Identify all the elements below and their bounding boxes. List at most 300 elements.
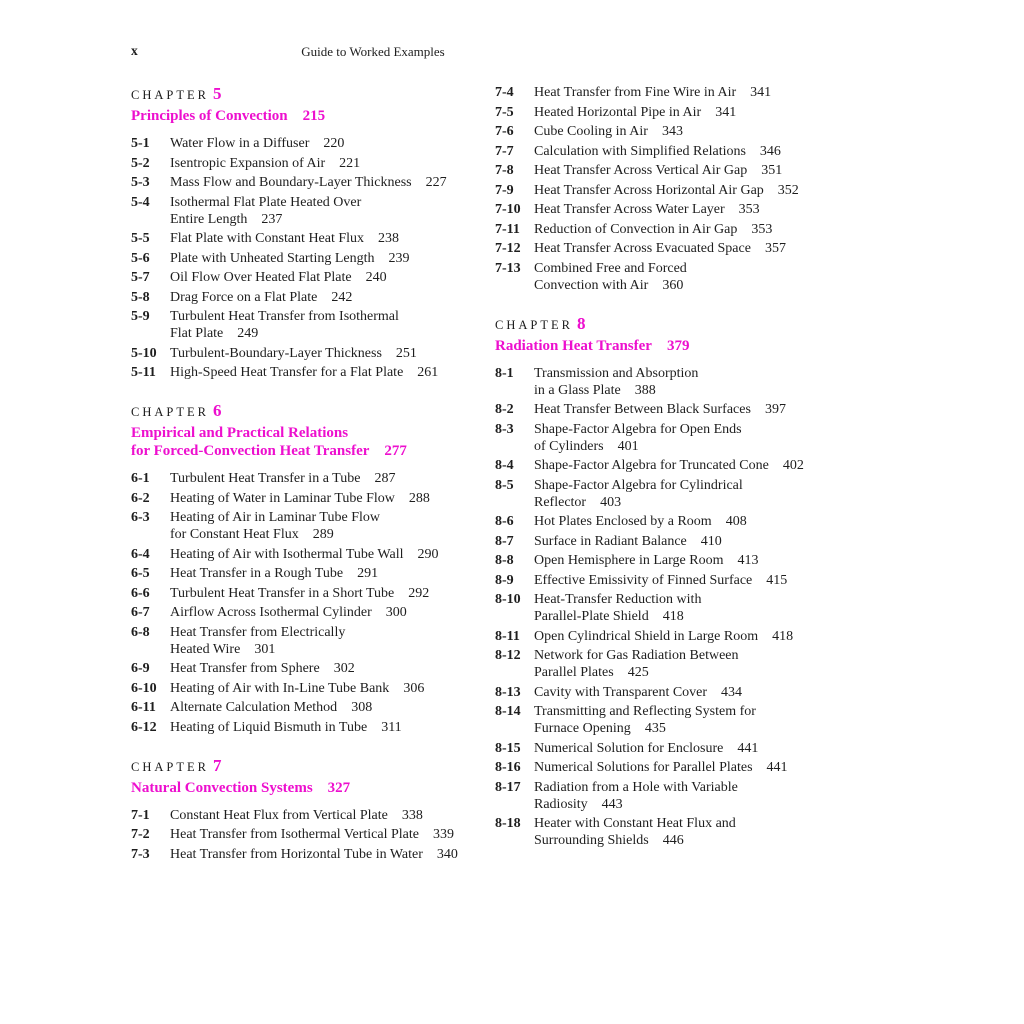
entry-title-line: Turbulent-Boundary-Layer Thickness [170,345,382,361]
entry-page-number: 220 [323,136,345,151]
entry-page-number: 340 [436,846,458,862]
entry-title-line: Heat-Transfer Reduction with [534,592,702,607]
chapter-label [131,403,493,420]
entry-title-line: Drag Force on a Flat Plate [170,289,318,305]
entry-title-line: Heating of Air in Laminar Tube Flow [170,510,380,525]
chapter-title-line: Radiation Heat Transfer [495,337,652,354]
entry-page-number: 434 [721,684,743,700]
entry-page-number: 338 [401,807,423,823]
entry-title-line: Heat Transfer Across Evacuated Space [534,241,751,256]
entry-number: 5-4 [131,194,150,210]
entry-page-number: 221 [339,155,361,171]
chapter-heading [495,313,925,355]
toc-entry [131,135,493,152]
entry-title-line: Transmission and Absorption [534,365,699,381]
entry-number: 6-5 [131,566,150,581]
toc-entry [131,624,493,658]
toc-entry [495,123,925,140]
entry-number: 8-18 [495,816,521,831]
toc-entry [495,84,925,101]
entry-page-number: 441 [766,760,788,775]
entry-number: 8-4 [495,458,514,473]
entry-page-number: 410 [700,533,722,549]
toc-entry [131,680,493,697]
entry-page-number: 413 [737,553,759,568]
entry-title [534,740,925,757]
toc-entry [131,250,493,267]
entry-page-number: 311 [381,719,402,735]
entry-title [170,135,493,152]
entry-title [170,269,493,286]
toc-entry [495,815,925,849]
entry-title [170,719,493,736]
chapter-number: 6 [212,401,222,420]
entry-title-line: Reflector [534,494,587,510]
entry-number: 8-7 [495,533,514,549]
entry-title [170,250,493,267]
toc-entry [495,779,925,813]
entry-page-number: 343 [661,124,683,139]
entry-page-number: 290 [417,546,439,562]
entry-title [534,457,925,474]
entry-title-line: Furnace Opening [534,721,631,736]
entry-page-number: 308 [351,700,373,715]
entry-number: 6-9 [131,661,150,676]
entry-title [170,546,493,563]
entry-title-line: Heating of Air with Isothermal Tube Wall [170,546,404,562]
entry-title [534,684,925,701]
entry-page-number: 339 [432,827,454,842]
toc-entry [495,477,925,511]
entry-title-line: for Constant Heat Flux [170,527,299,542]
entry-title-line: Entire Length [170,211,248,227]
entry-title [170,490,493,507]
entry-title-line: in a Glass Plate [534,382,621,398]
entry-title [534,221,925,238]
entry-title-line: Effective Emissivity of Finned Surface [534,572,753,588]
toc-entry [131,155,493,172]
entry-title-line: Radiation from a Hole with Variable [534,779,738,795]
entry-title-line: Heat Transfer Between Black Surfaces [534,402,751,417]
entry-page-number: 418 [662,609,684,624]
entry-title-line: Heat Transfer from Sphere [170,661,320,676]
chapter-word: CHAPTER [131,759,209,774]
toc-entry [495,533,925,550]
entry-title-line: Constant Heat Flux from Vertical Plate [170,807,388,823]
entry-title [170,565,493,582]
entry-title [534,552,925,569]
toc-entry [495,628,925,645]
entry-title [170,230,493,247]
entry-page-number: 261 [417,365,439,380]
entry-title-line: Oil Flow Over Heated Flat Plate [170,270,352,285]
chapter-title [131,107,493,125]
entry-number: 7-1 [131,807,150,823]
entry-title-line: Shape-Factor Algebra for Truncated Cone [534,458,769,473]
chapter-6-block [131,403,493,736]
entry-title-line: Plate with Unheated Starting Length [170,250,375,266]
chapter-number: 7 [212,755,222,775]
entry-number: 7-4 [495,85,514,100]
toc-entry [495,684,925,701]
entry-title-line: Turbulent Heat Transfer from Isothermal [170,309,399,324]
toc-entry [495,143,925,160]
entry-title-line: Parallel-Plate Shield [534,609,649,624]
entry-page-number: 289 [312,527,334,542]
entry-title-line: Heat Transfer from Isothermal Vertical Plate [170,827,419,842]
toc-entry [131,490,493,507]
chapter-heading [131,755,493,797]
entry-number: 5-11 [131,365,156,380]
entry-title-line: Open Cylindrical Shield in Large Room [534,628,759,644]
entry-page-number: 249 [237,326,259,341]
entry-title-line: Heating of Air with In-Line Tube Bank [170,680,390,696]
entry-title-line: Network for Gas Radiation Between [534,648,739,663]
entry-number: 5-2 [131,155,150,171]
entry-page-number: 292 [408,585,430,601]
toc-entry [131,194,493,228]
entry-page-number: 435 [644,721,666,736]
entry-number: 6-3 [131,510,150,525]
entry-title-line: Heater with Constant Heat Flux and [534,816,736,831]
toc-entry [495,552,925,569]
entry-title [534,182,925,199]
entry-page-number: 401 [617,438,639,454]
entry-number: 6-10 [131,680,157,696]
entry-page-number: 251 [395,345,417,361]
chapter-8-block [495,313,925,850]
entry-page-number: 239 [388,250,410,266]
entry-number: 8-8 [495,553,514,568]
toc-entry [131,308,493,342]
entry-page-number: 341 [750,85,772,100]
entry-page-number: 300 [385,605,407,620]
entry-number: 7-12 [495,241,521,256]
entry-title [534,260,925,294]
entry-title-line: Alternate Calculation Method [170,700,338,715]
toc-entry [131,345,493,362]
toc-entry [495,647,925,681]
entry-number: 5-7 [131,270,150,285]
entry-number: 8-13 [495,684,521,700]
entry-title [534,201,925,218]
running-head: Guide to Worked Examples [301,44,445,59]
entry-number: 5-9 [131,309,150,324]
entry-title [170,624,493,658]
entry-number: 6-4 [131,546,150,562]
entry-title [170,308,493,342]
toc-entry [131,174,493,191]
entry-title-line: Water Flow in a Diffuser [170,136,310,151]
entry-number: 6-11 [131,700,156,715]
chapter-label [495,313,925,333]
entry-title-line: Combined Free and Forced [534,260,687,276]
entry-page-number: 408 [725,514,747,529]
entry-number: 8-6 [495,514,514,529]
entry-title-line: Parallel Plates [534,665,614,680]
chapter-title-line: Empirical and Practical Relations [131,425,349,441]
toc-entry [495,201,925,218]
entry-page-number: 441 [737,740,759,756]
entry-number: 5-10 [131,345,157,361]
toc-entry [495,572,925,589]
toc-entry [495,182,925,199]
entry-page-number: 346 [759,143,781,159]
entry-title [170,155,493,172]
entry-number: 8-5 [495,477,514,493]
entry-number: 6-6 [131,585,150,601]
chapter-5-block [131,86,493,381]
toc-entry [131,364,493,381]
entry-title-line: Cavity with Transparent Cover [534,684,708,700]
entry-number: 7-5 [495,104,514,120]
entry-title [170,660,493,677]
toc-entry [495,421,925,455]
entry-title-line: Open Hemisphere in Large Room [534,553,724,568]
toc-entry [495,240,925,257]
entry-number: 7-10 [495,202,521,217]
entry-title [170,509,493,543]
entry-title [534,513,925,530]
entry-title [534,477,925,511]
entry-number: 8-1 [495,365,514,381]
entry-title [534,533,925,550]
entry-page-number: 301 [254,641,276,657]
entry-title-line: Heated Wire [170,641,241,657]
entry-page-number: 446 [662,833,684,848]
entry-title [170,585,493,602]
toc-entry [495,513,925,530]
entry-title-line: Flat Plate [170,326,224,341]
entry-page-number: 352 [777,182,799,198]
entry-number: 7-8 [495,163,514,178]
entry-page-number: 302 [333,661,355,676]
chapter-word: CHAPTER [495,317,573,332]
entry-title-line: Convection with Air [534,277,649,293]
entry-page-number: 353 [738,202,760,217]
entry-page-number: 402 [782,458,804,473]
entry-page-number: 237 [261,211,283,227]
chapter-title [131,424,493,460]
chapter-7-block [131,755,493,863]
toc-entry [495,221,925,238]
entry-number: 5-5 [131,231,150,246]
entry-title [534,647,925,681]
entry-number: 5-3 [131,175,150,190]
entry-title-line: Flat Plate with Constant Heat Flux [170,231,365,246]
entry-title [170,470,493,487]
entry-title [170,194,493,228]
entry-page-number: 443 [601,796,623,812]
entry-number: 8-9 [495,572,514,588]
entry-title-line: Heat Transfer Across Horizontal Air Gap [534,182,764,198]
entry-page-number: 357 [764,241,786,256]
entry-number: 8-11 [495,628,520,644]
toc-entry [131,470,493,487]
chapter-label [131,86,493,103]
entry-title-line: Heated Horizontal Pipe in Air [534,104,702,120]
entry-title-line: Heat Transfer from Horizontal Tube in Water [170,846,423,862]
entry-page-number: 291 [357,566,379,581]
toc-entry [495,740,925,757]
entry-page-number: 238 [378,231,400,246]
entry-number: 7-13 [495,260,521,276]
toc-entry [495,703,925,737]
entry-page-number: 242 [331,289,353,305]
entry-page-number: 415 [766,572,788,588]
entry-title [534,143,925,160]
entry-title [534,104,925,121]
toc-column-left [131,84,493,865]
chapter-title [495,337,925,355]
entry-number: 5-6 [131,250,150,266]
entry-title-line: Shape-Factor Algebra for Open Ends [534,421,742,437]
entry-title [170,846,493,863]
entry-title [534,703,925,737]
entry-title [534,628,925,645]
toc-column-right [495,84,925,852]
toc-entry [131,807,493,824]
entry-page-number: 351 [761,163,783,178]
entry-page-number: 425 [627,665,649,680]
entry-title-line: Numerical Solutions for Parallel Plates [534,760,753,775]
entry-title [170,699,493,716]
entry-title-line: Heat Transfer Across Water Layer [534,202,725,217]
toc-entry [495,365,925,399]
entry-title-line: Isentropic Expansion of Air [170,155,326,171]
chapter-number: 5 [212,84,222,103]
entry-page-number: 397 [764,402,786,417]
entry-title-line: Numerical Solution for Enclosure [534,740,724,756]
chapter-page-number: 215 [302,108,326,124]
entry-number: 5-1 [131,136,150,151]
entry-title-line: Heating of Water in Laminar Tube Flow [170,490,395,506]
toc-entry [131,604,493,621]
entry-number: 8-15 [495,740,521,756]
entry-number: 7-7 [495,143,514,159]
entry-number: 8-16 [495,760,521,775]
chapter-continuation-block [495,84,925,294]
entry-title-line: Turbulent Heat Transfer in a Short Tube [170,585,395,601]
toc-entry [495,401,925,418]
toc-entry [131,585,493,602]
toc-entry [495,104,925,121]
entry-page-number: 418 [772,628,794,644]
chapter-word: CHAPTER [131,405,209,419]
toc-entry [495,162,925,179]
entry-title [170,174,493,191]
chapter-title-line: for Forced-Convection Heat Transfer [131,443,370,459]
toc-entry [131,826,493,843]
entry-title-line: Heat Transfer in a Rough Tube [170,566,344,581]
entry-number: 6-12 [131,719,157,735]
toc-entry [131,546,493,563]
entry-title-line: Heat Transfer from Fine Wire in Air [534,85,737,100]
entry-title [170,680,493,697]
entry-title-line: Hot Plates Enclosed by a Room [534,514,712,529]
entry-title-line: Surrounding Shields [534,833,649,848]
entry-title [170,604,493,621]
entry-page-number: 341 [715,104,737,120]
toc-entry [495,260,925,294]
chapter-heading [131,403,493,460]
entry-title-line: Surface in Radiant Balance [534,533,687,549]
entry-number: 7-6 [495,124,514,139]
entry-title [534,162,925,179]
chapter-heading [131,86,493,125]
chapter-title-line: Natural Convection Systems [131,779,313,796]
entry-title-line: Isothermal Flat Plate Heated Over [170,194,362,210]
entry-page-number: 227 [425,175,447,190]
entry-title-line: Calculation with Simplified Relations [534,143,746,159]
entry-title [534,123,925,140]
entry-title-line: Heat Transfer Across Vertical Air Gap [534,163,748,178]
entry-title-line: Cube Cooling in Air [534,124,648,139]
entry-title [534,815,925,849]
entry-title-line: High-Speed Heat Transfer for a Flat Plate [170,365,404,380]
entry-number: 6-2 [131,490,150,506]
chapter-title-line: Principles of Convection [131,108,288,124]
entry-number: 8-17 [495,779,521,795]
entry-number: 8-3 [495,421,514,437]
chapter-label [131,755,493,775]
entry-number: 8-10 [495,592,521,607]
entry-number: 8-14 [495,704,521,719]
chapter-page-number: 379 [666,337,690,354]
entry-title-line: Heat Transfer from Electrically [170,624,346,640]
entry-title [170,826,493,843]
folio-page-number: x [131,43,138,58]
entry-page-number: 287 [374,471,396,486]
entry-number: 6-1 [131,471,150,486]
entry-number: 7-2 [131,827,150,842]
toc-entry [131,269,493,286]
entry-title-line: Transmitting and Reflecting System for [534,704,756,719]
toc-entry [495,759,925,776]
toc-entry [131,565,493,582]
entry-title [534,421,925,455]
entry-page-number: 240 [365,270,387,285]
chapter-page-number: 327 [327,779,351,796]
entry-page-number: 360 [662,277,684,293]
entry-page-number: 388 [634,382,656,398]
entry-number: 7-9 [495,182,514,198]
toc-entry [495,591,925,625]
chapter-title [131,779,493,797]
entry-page-number: 403 [600,494,622,510]
entry-title-line: Heating of Liquid Bismuth in Tube [170,719,368,735]
toc-entry [131,846,493,863]
entry-number: 7-11 [495,221,520,237]
toc-entry [495,457,925,474]
toc-entry [131,719,493,736]
entry-title [170,364,493,381]
chapter-number: 8 [576,313,586,333]
entry-title [170,345,493,362]
entry-page-number: 288 [408,490,430,506]
entry-number: 6-7 [131,605,150,620]
toc-entry [131,289,493,306]
entry-title [534,759,925,776]
entry-number: 8-12 [495,648,521,663]
entry-title-line: Radiosity [534,796,588,812]
entry-title [534,240,925,257]
entry-title [170,807,493,824]
entry-number: 8-2 [495,402,514,417]
entry-page-number: 306 [403,680,425,696]
toc-entry [131,509,493,543]
entry-title [534,779,925,813]
